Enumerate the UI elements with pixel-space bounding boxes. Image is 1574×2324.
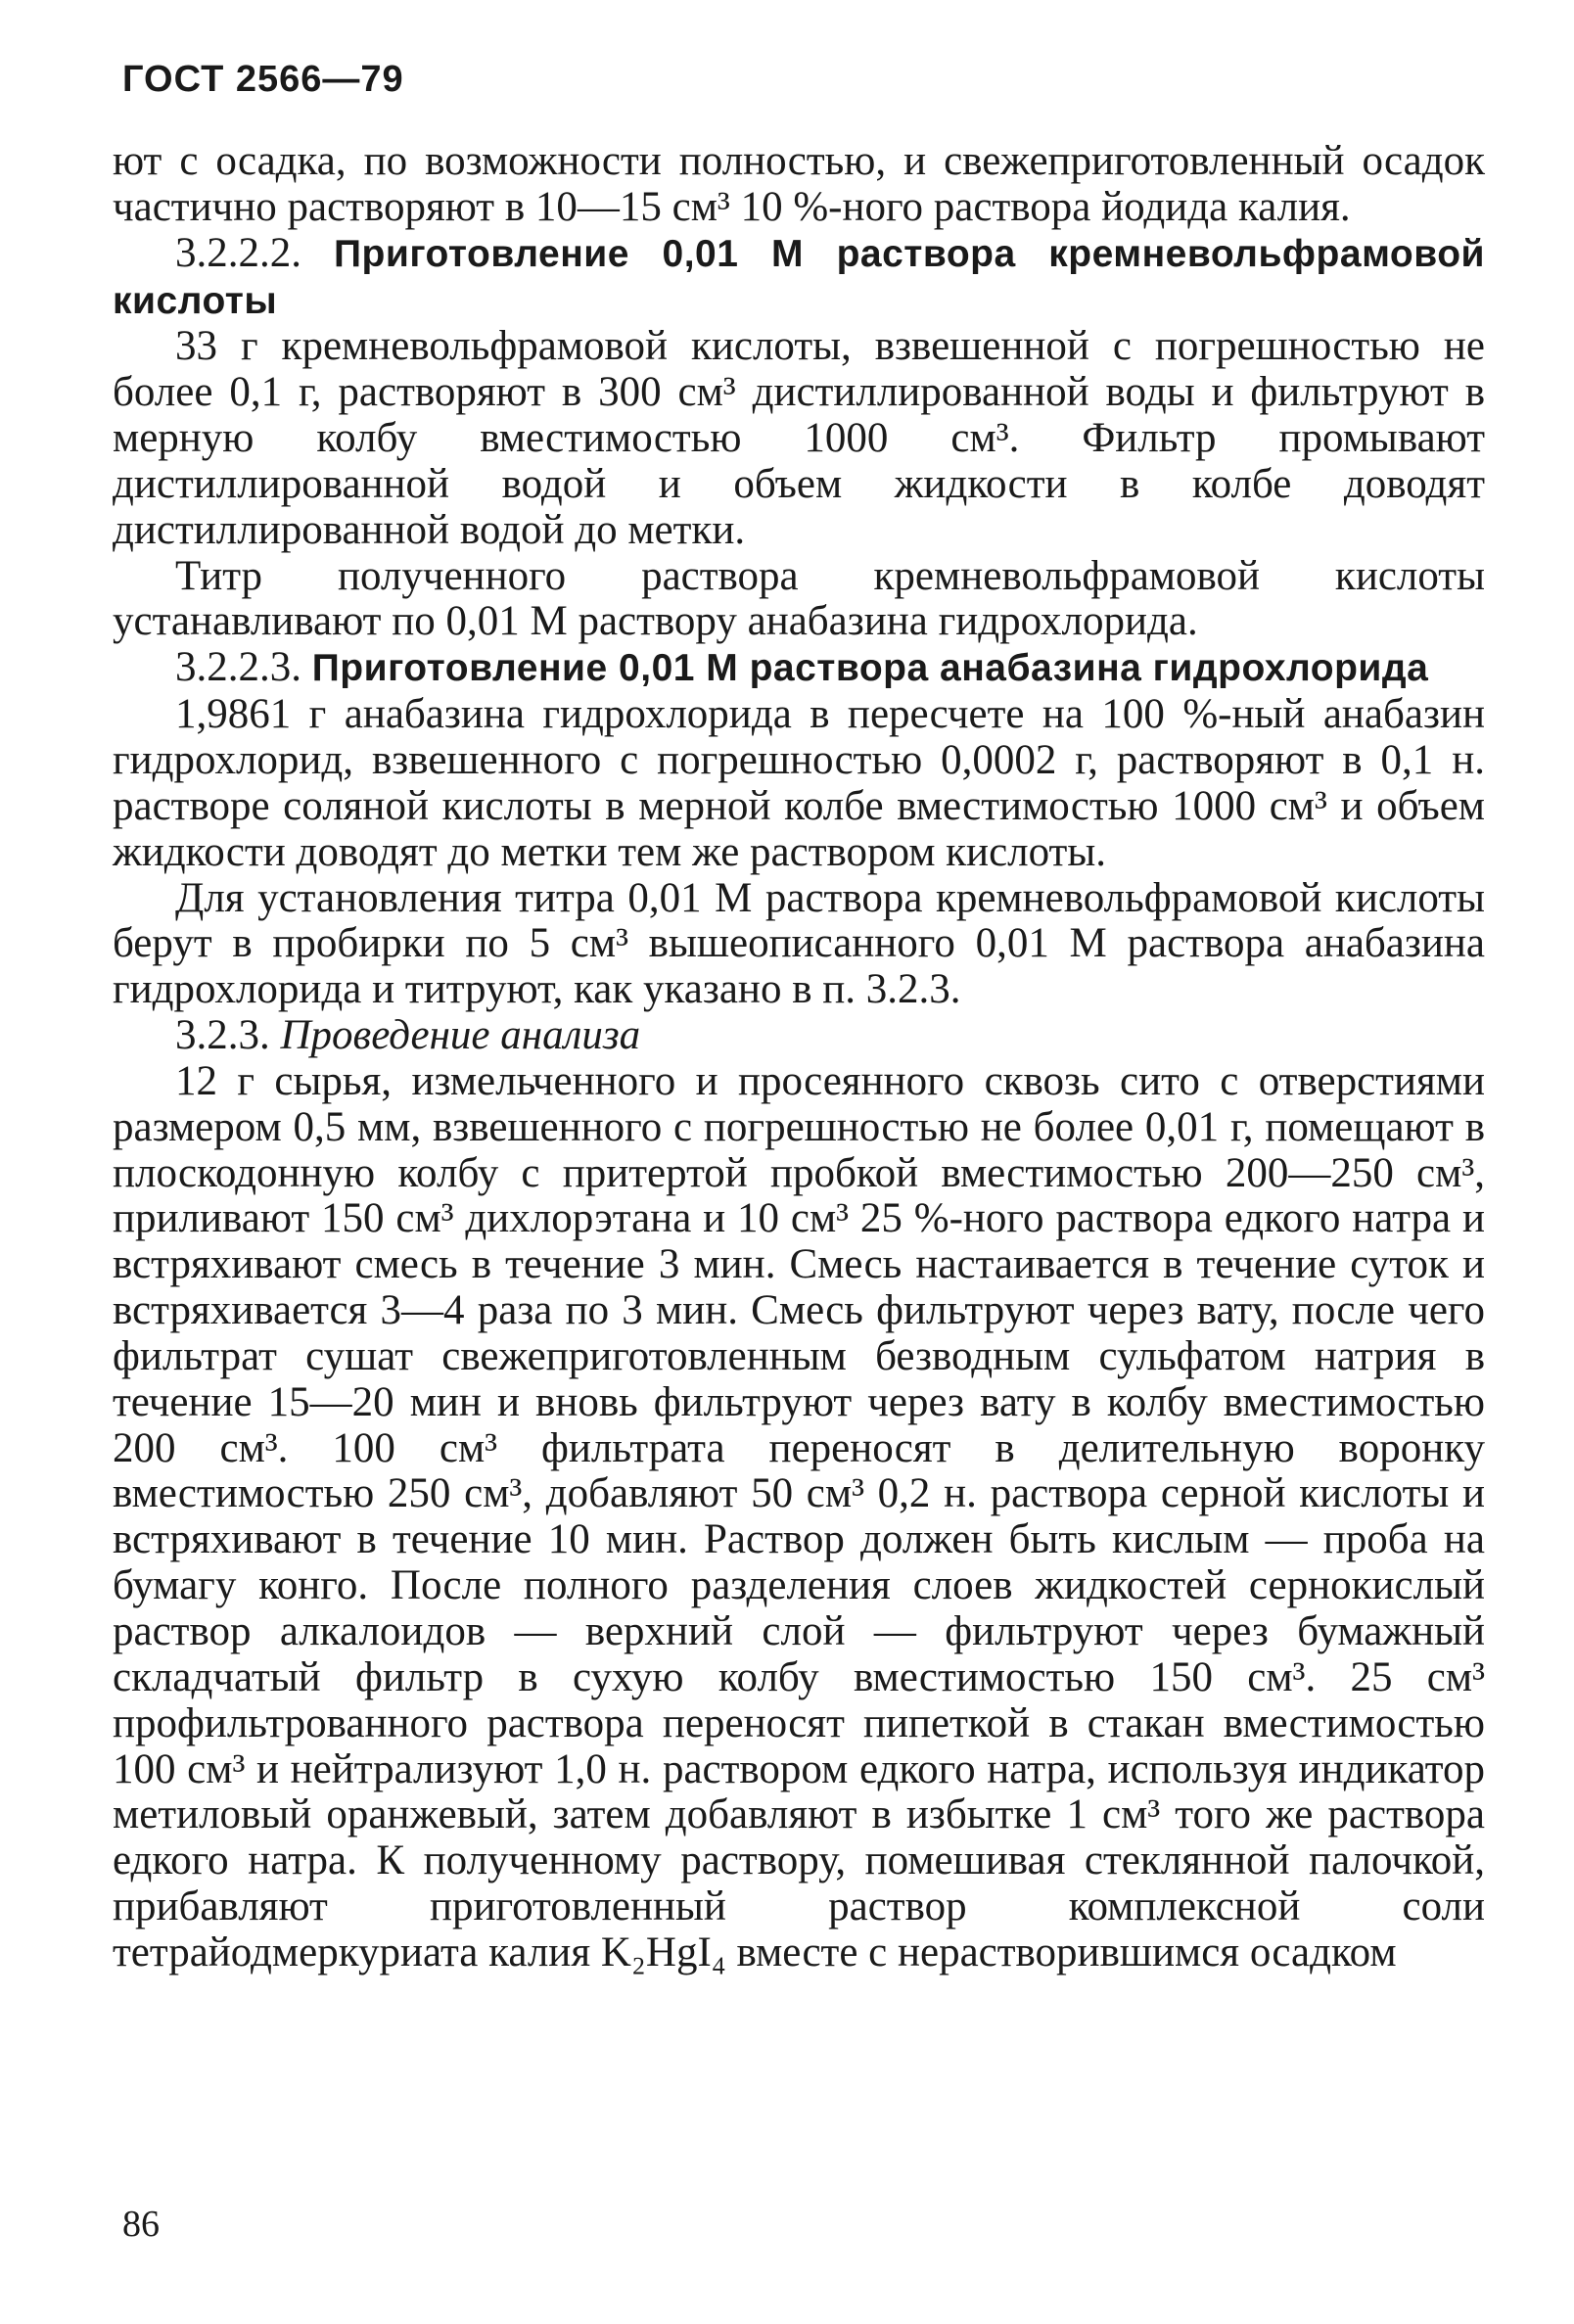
section-number: 3.2.2.3. — [175, 644, 301, 691]
paragraph: 1,9861 г анабазина гидрохлорида в пересчете на 100 %-ный анабазин гидрохлорид, взвешенного с погрешностью 0,0002 г, растворяют в 0,1 н. растворе соляной кислоты в мерной колбе вместимостью 1000 см³ и объем жидкости доводят до метки тем же раствором кислоты. — [113, 691, 1485, 875]
section-number: 3.2.2.2. — [175, 229, 301, 276]
paragraph: Для установления титра 0,01 М раствора кремневольфрамовой кислоты берут в пробирки по 5 см³ вышеописанного 0,01 М раствора анабазина гидрохлорида и титруют, как указано в п. 3.2.3. — [113, 874, 1485, 1013]
paragraph-continuation: ют с осадка, по возможности полностью, и свежеприготовленный осадок частично растворяют в 10—15 см³ 10 %-ного раствора йодида калия. — [113, 138, 1485, 230]
section-heading-3-2-2-2 — [113, 231, 1485, 325]
section-number: 3.2.3. — [175, 1012, 270, 1059]
section-title: Проведение анализа — [280, 1012, 641, 1059]
section-title: Приготовление 0,01 М раствора кремневольфрамовой кислоты — [113, 232, 1485, 322]
section-heading-3-2-2-3 — [113, 645, 1485, 692]
paragraph: 12 г сырья, измельченного и просеянного сквозь сито с отверстиями размером 0,5 мм, взвешенного с погрешностью не более 0,01 г, помещают в плоскодонную колбу с притертой пробкой вместимостью 200—250 см³, приливают 150 см³ дихлорэтана и 10 см³ 25 %-ного раствора едкого натра и встряхивают смесь в течение 3 мин. Смесь настаивается в течение суток и встряхивается 3—4 раза по 3 мин. Смесь фильтруют через вату, после чего фильтрат сушат свежеприготовленным безводным сульфатом натрия в течение 15—20 мин и вновь фильтруют через вату в колбу вместимостью 200 см³. 100 см³ фильтрата переносят в делительную воронку вместимостью 250 см³, добавляют 50 см³ 0,2 н. раствора серной кислоты и встряхивают в течение 10 мин. Раствор должен быть кислым — проба на бумагу конго. После полного разделения слоев жидкостей сернокислый раствор алкалоидов — верхний слой — фильтруют через бумажный складчатый фильтр в сухую колбу вместимостью 150 см³. 25 см³ профильтрованного раствора переносят пипеткой в стакан вместимостью 100 см³ и нейтрализуют 1,0 н. раствором едкого натра, используя индикатор метиловый оранжевый, затем добавляют в избытке 1 см³ того же раствора едкого натра. К полученному раствору, помешивая стеклянной палочкой, прибавляют приготовленный раствор комплексной соли тетрайодмеркуриата калия K₂HgI₄ вместе с нерастворившимся осадком — [113, 1057, 1485, 1975]
page-number: 86 — [122, 2204, 160, 2245]
document-header: ГОСТ 2566—79 — [122, 59, 404, 100]
paragraph: 33 г кремневольфрамовой кислоты, взвешенной с погрешностью не более 0,1 г, растворяют в 300 см³ дистиллированной воды и фильтруют в мерную колбу вместимостью 1000 см³. Фильтр промывают дистиллированной водой и объем жидкости в колбе доводят дистиллированной водой до метки. — [113, 323, 1485, 553]
section-title: Приготовление 0,01 М раствора анабазина гидрохлорида — [311, 647, 1429, 690]
paragraph: Титр полученного раствора кремневольфрамовой кислоты устанавливают по 0,01 М раствору анабазина гидрохлорида. — [113, 552, 1485, 645]
section-heading-3-2-3 — [113, 1013, 1485, 1059]
document-body — [113, 139, 1485, 1976]
